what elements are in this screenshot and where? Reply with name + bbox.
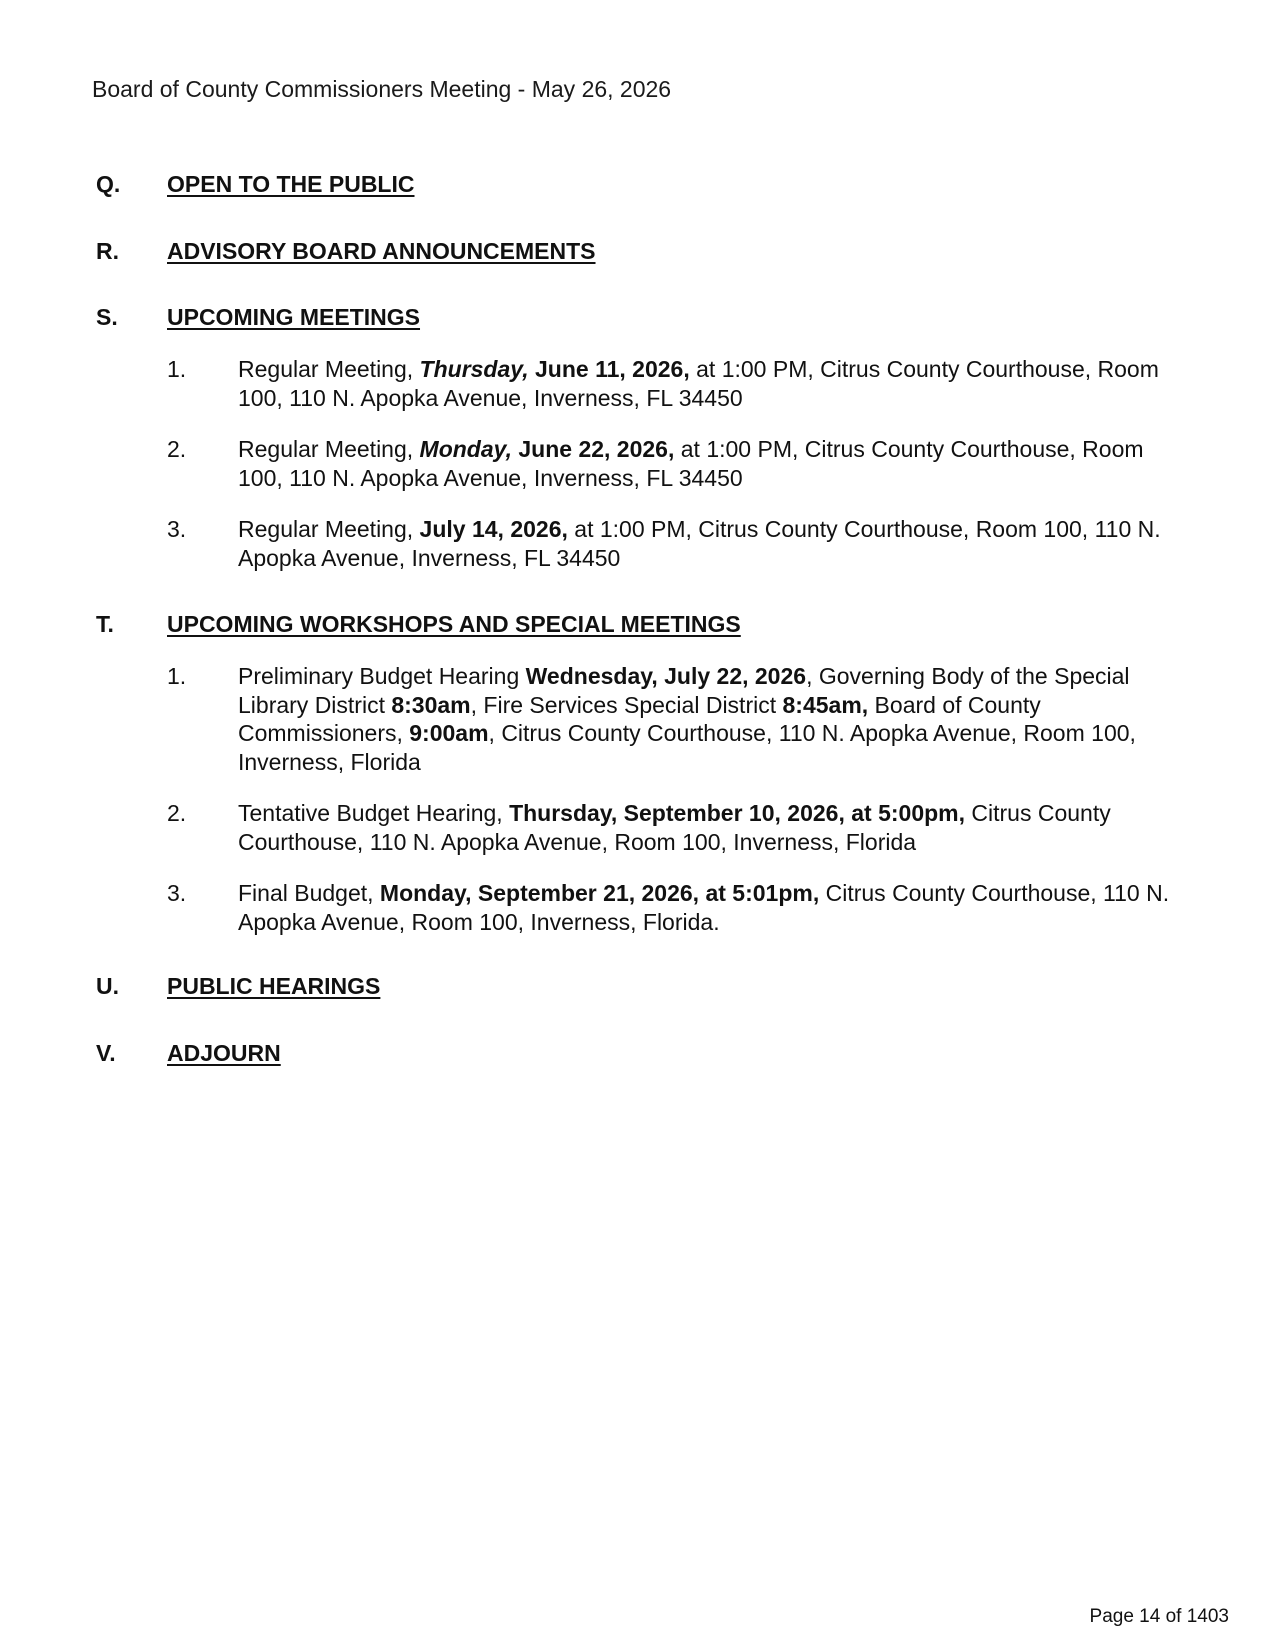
section-q bbox=[96, 171, 1196, 198]
text-run: Thursday, September 10, 2026, at 5:00pm, bbox=[509, 800, 965, 826]
section-title: OPEN TO THE PUBLIC bbox=[167, 171, 415, 197]
section-title: ADVISORY BOARD ANNOUNCEMENTS bbox=[167, 238, 596, 264]
text-run: Tentative Budget Hearing, bbox=[238, 800, 510, 826]
text-run: 9:00am bbox=[409, 720, 489, 746]
section-title: PUBLIC HEARINGS bbox=[167, 973, 381, 999]
text-run: at 1:00 PM, Citrus County Courthouse, Room 100, 110 N. Apopka Avenue, Inverness, FL 34450 bbox=[238, 436, 1144, 491]
section-letter: R. bbox=[96, 238, 119, 264]
workshop-list bbox=[96, 662, 1196, 936]
section-title: UPCOMING MEETINGS bbox=[167, 304, 421, 330]
section-v bbox=[96, 1040, 1196, 1067]
item-number: 2. bbox=[167, 800, 187, 826]
item-number: 2. bbox=[167, 436, 187, 462]
page-title: Board of County Commissioners Meeting - May 26, 2026 bbox=[92, 76, 672, 102]
item-text bbox=[238, 515, 1178, 572]
text-run: 8:30am bbox=[391, 691, 471, 718]
section-r bbox=[96, 238, 1196, 265]
section-s bbox=[96, 304, 1196, 595]
text-run: Regular Meeting, bbox=[238, 356, 420, 382]
section-heading bbox=[96, 1040, 1196, 1067]
item-text bbox=[238, 435, 1178, 492]
item-text bbox=[238, 799, 1178, 856]
list-item bbox=[96, 799, 1196, 856]
section-letter: V. bbox=[96, 1040, 116, 1066]
page-number: Page 14 of 1403 bbox=[1089, 1606, 1229, 1627]
item-text bbox=[238, 662, 1178, 776]
text-run: Citrus County Courthouse, 110 N. Apopka Avenue, Room 100, Inverness, Florida bbox=[238, 800, 1111, 855]
section-letter: U. bbox=[96, 973, 119, 999]
item-number: 3. bbox=[167, 516, 187, 542]
text-run: June 11, 2026, bbox=[528, 356, 690, 382]
list-item bbox=[96, 662, 1196, 776]
section-letter: S. bbox=[96, 304, 118, 330]
section-letter: Q. bbox=[96, 171, 121, 197]
text-run: Wednesday, July 22, 2026 bbox=[525, 663, 807, 689]
section-heading bbox=[96, 611, 1196, 638]
list-item bbox=[96, 355, 1196, 412]
text-run: Regular Meeting, bbox=[238, 436, 420, 462]
list-item bbox=[96, 515, 1196, 572]
text-run: Preliminary Budget Hearing bbox=[238, 663, 526, 689]
text-run: at 1:00 PM, Citrus County Courthouse, Room 100, 110 N. Apopka Avenue, Inverness, FL 34450 bbox=[238, 356, 1159, 411]
text-run: Regular Meeting, bbox=[238, 516, 420, 542]
item-text bbox=[238, 879, 1178, 936]
list-item bbox=[96, 435, 1196, 492]
meeting-list bbox=[96, 355, 1196, 572]
list-item bbox=[96, 879, 1196, 936]
text-run: , Fire Services Special District bbox=[470, 691, 783, 718]
section-letter: T. bbox=[96, 611, 114, 637]
text-run: at 1:00 PM, Citrus County Courthouse, Room 100, 110 N. Apopka Avenue, Inverness, FL 34450 bbox=[238, 516, 1161, 571]
text-run: Citrus County Courthouse, 110 N. Apopka Avenue, Room 100, Inverness, Florida. bbox=[238, 880, 1170, 935]
item-number: 1. bbox=[167, 663, 187, 689]
section-heading bbox=[96, 304, 1196, 331]
text-run: July 14, 2026, bbox=[419, 516, 568, 542]
text-run: , Governing Body of the Special Library District bbox=[238, 663, 1130, 718]
text-run: Final Budget, bbox=[238, 880, 380, 906]
section-heading bbox=[96, 973, 1196, 1000]
text-run: Monday, September 21, 2026, at 5:01pm, bbox=[379, 880, 820, 906]
text-run: Thursday, bbox=[419, 356, 529, 382]
section-heading bbox=[96, 171, 1196, 198]
text-run: June 22, 2026, bbox=[511, 436, 675, 462]
item-number: 3. bbox=[167, 880, 187, 906]
section-u bbox=[96, 973, 1196, 1000]
text-run: Monday, bbox=[419, 436, 512, 462]
text-run: 8:45am, bbox=[782, 691, 869, 718]
item-number: 1. bbox=[167, 356, 187, 382]
text-run: Board of County Commissioners, bbox=[238, 691, 1041, 746]
section-t bbox=[96, 611, 1196, 959]
section-title: UPCOMING WORKSHOPS AND SPECIAL MEETINGS bbox=[167, 611, 741, 637]
item-text bbox=[238, 355, 1178, 412]
section-heading bbox=[96, 238, 1196, 265]
section-title: ADJOURN bbox=[167, 1040, 281, 1066]
text-run: , Citrus County Courthouse, 110 N. Apopka Avenue, Room 100, Inverness, Florida bbox=[238, 720, 1136, 775]
